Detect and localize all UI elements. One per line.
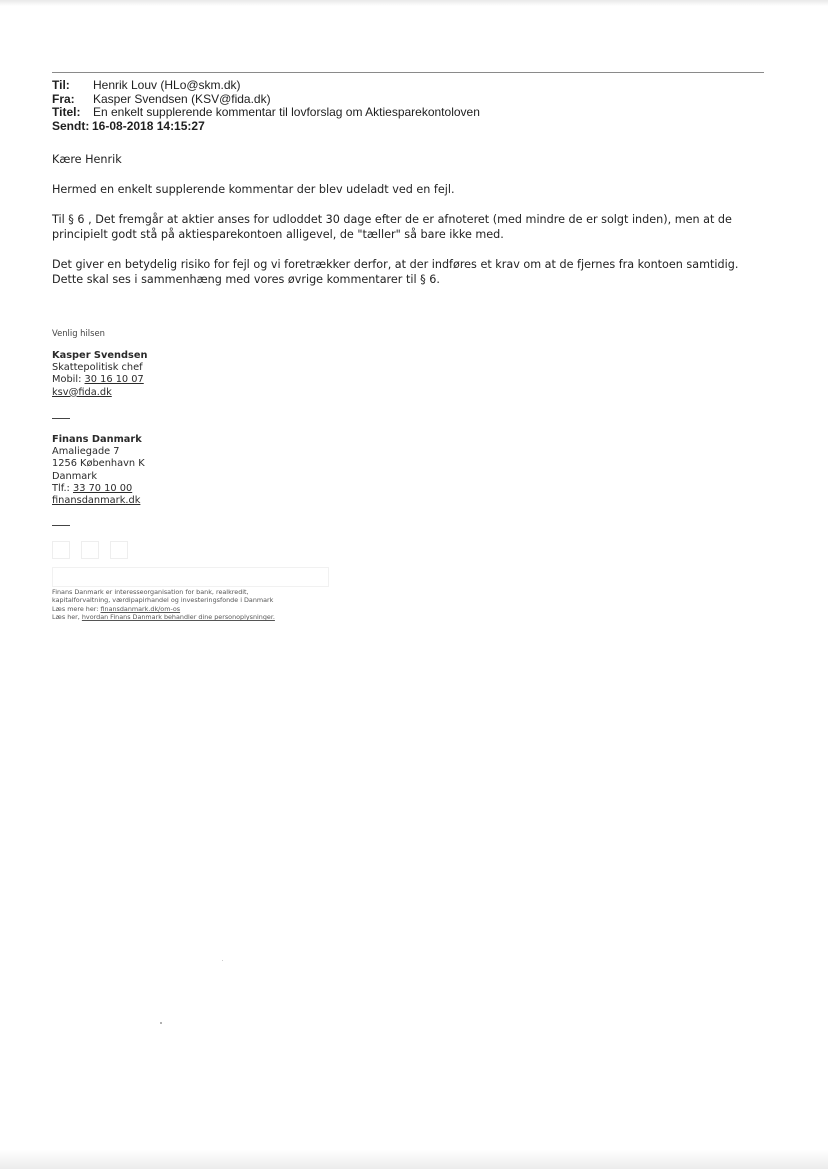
phone-link[interactable]: 33 70 10 00 xyxy=(72,482,133,494)
subject-label: Titel: xyxy=(52,105,81,119)
about-us-link[interactable]: finansdanmark.dk/om-os xyxy=(100,604,181,613)
email-header xyxy=(52,79,772,133)
social-icon-placeholder[interactable] xyxy=(110,541,128,559)
sent-row xyxy=(52,120,772,134)
sender-mobile xyxy=(52,374,147,386)
signature-closing: Venlig hilsen xyxy=(52,328,105,338)
subject-value: En enkelt supplerende kommentar til lovforslag om Aktiesparekontoloven xyxy=(93,105,480,119)
to-label: Til: xyxy=(52,78,70,92)
paragraph-risk xyxy=(52,257,772,287)
social-icon-placeholder[interactable] xyxy=(52,541,70,559)
disclaimer-line: Finans Danmark er interesseorganisation for bank, realkredit, xyxy=(52,588,249,596)
org-address-city: 1256 København K xyxy=(52,458,145,470)
sender-name: Kasper Svendsen xyxy=(52,350,148,361)
from-value: Kasper Svendsen (KSV@fida.dk) xyxy=(93,91,271,106)
sent-value: 16-08-2018 14:15:27 xyxy=(92,118,205,133)
signature-divider xyxy=(52,525,70,526)
privacy-link[interactable]: hvordan Finans Danmark behandler dine personoplysninger. xyxy=(81,613,275,622)
mobile-link[interactable]: 30 16 10 07 xyxy=(84,374,144,386)
mobile-label: Mobil: xyxy=(52,374,85,386)
disclaimer-line: kapitalforvaltning, værdipapirhandel og investeringsfonde i Danmark xyxy=(52,596,274,605)
org-website-link[interactable]: finansdanmark.dk xyxy=(52,495,141,507)
banner-image-placeholder xyxy=(52,567,329,587)
sender-email-link[interactable]: ksv@fida.dk xyxy=(52,386,112,398)
paragraph-line: Det giver en betydelig risiko for fejl og vi foretrækker derfor, at der indføres et krav om at de fjernes fra kontoen samtidig. xyxy=(52,258,739,271)
signature-organization xyxy=(52,434,145,507)
to-row xyxy=(52,79,772,93)
scan-top-edge xyxy=(0,0,828,6)
signature-person xyxy=(52,350,147,399)
signature-divider xyxy=(52,418,70,419)
paragraph-line: Dette skal ses i sammenhæng med vores øvrige kommentarer til § 6. xyxy=(52,273,440,286)
paragraph-section-6 xyxy=(52,212,772,242)
sent-label: Sendt: xyxy=(52,118,90,133)
social-icon-placeholder[interactable] xyxy=(81,541,99,559)
org-name: Finans Danmark xyxy=(52,434,142,445)
from-row xyxy=(52,93,772,107)
disclaimer-line xyxy=(52,605,275,613)
subject-row xyxy=(52,106,772,120)
phone-label: Tlf.: xyxy=(52,482,73,494)
greeting: Kære Henrik xyxy=(52,153,122,166)
paragraph-line: Til § 6 , Det fremgår at aktier anses for udloddet 30 dage efter de er afnoteret (med mindre de er solgt inden), men at de xyxy=(52,213,732,226)
to-value: Henrik Louv (HLo@skm.dk) xyxy=(93,78,241,92)
disclaimer xyxy=(52,588,275,622)
org-phone xyxy=(52,483,145,495)
org-country: Danmark xyxy=(52,470,98,482)
disclaimer-prefix: Læs mere her: xyxy=(52,604,101,613)
disclaimer-line xyxy=(52,613,275,621)
header-divider xyxy=(52,72,764,73)
from-label: Fra: xyxy=(52,91,75,106)
scan-speck xyxy=(222,960,223,961)
org-address-street: Amaliegade 7 xyxy=(52,446,120,458)
sender-title: Skattepolitisk chef xyxy=(52,362,143,374)
paragraph-line: principielt godt stå på aktiesparekontoen alligevel, de "tæller" så bare ikke med. xyxy=(52,228,504,241)
paragraph-intro: Hermed en enkelt supplerende kommentar der blev udeladt ved en fejl. xyxy=(52,183,455,196)
scan-speck xyxy=(160,1022,162,1024)
scan-bottom-edge xyxy=(0,1150,828,1169)
disclaimer-prefix: Læs her, xyxy=(52,613,82,622)
